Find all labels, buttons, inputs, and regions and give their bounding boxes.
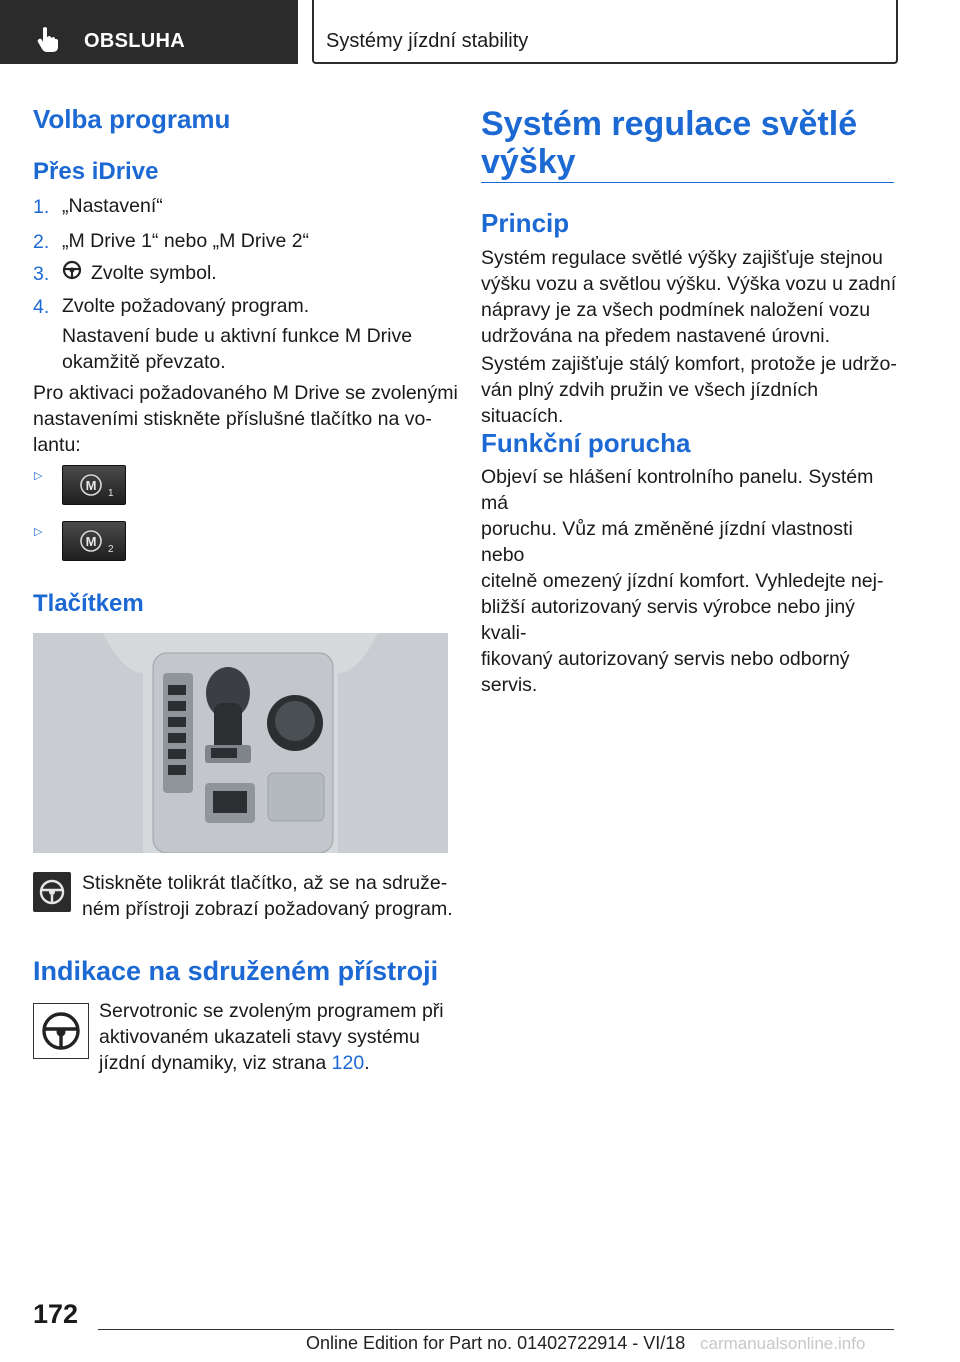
- page-link-120[interactable]: 120: [331, 1052, 365, 1074]
- bullet-triangle-icon: ▷: [34, 470, 43, 482]
- paragraph-line: lantu:: [33, 434, 81, 456]
- porucha-line: fikovaný autorizovaný servis nebo odborný servis.: [481, 648, 850, 696]
- edition-text: Online Edition for Part no. 01402722914 - VI/18: [306, 1333, 686, 1353]
- step-text: „Nastavení“: [62, 195, 163, 217]
- chapter-header: [312, 0, 898, 64]
- title-underline: [481, 182, 894, 183]
- steering-wheel-indicator-icon: [33, 1003, 89, 1059]
- m1-button: [62, 465, 126, 505]
- princip2-paragraph: [481, 351, 901, 429]
- center-console-image: [33, 633, 448, 853]
- heading-indikace: Indikace na sdruženém přístroji: [33, 956, 439, 986]
- section-tab[interactable]: [0, 0, 298, 64]
- paragraph-line: nastaveními stiskněte příslušné tlačítko na vo-: [33, 408, 432, 430]
- servotronic-line: [99, 1050, 370, 1076]
- porucha-line: citelně omezený jízdní komfort. Vyhledejte nej-: [481, 570, 884, 592]
- princip2-line: Systém zajišťuje stálý komfort, protože je udržo-: [481, 353, 897, 375]
- step-number: 1.: [33, 196, 50, 218]
- step-number: 3.: [33, 263, 50, 285]
- princip-line: Systém regulace světlé výšky zajišťuje stejnou: [481, 247, 883, 269]
- steering-wheel-icon: [62, 260, 82, 280]
- subheading-tlacitkem: Tlačítkem: [33, 590, 144, 617]
- svg-text:M: M: [85, 534, 97, 549]
- section-tab-label: OBSLUHA: [84, 30, 185, 52]
- m2-button-label: 2: [108, 544, 114, 555]
- heading-volba-programu: Volba programu: [33, 104, 231, 134]
- subheading-idrive: Přes iDrive: [33, 158, 159, 185]
- step-number: 4.: [33, 296, 50, 318]
- servotronic-line: Servotronic se zvoleným programem při: [99, 1000, 444, 1022]
- princip2-line: ván plný zdvih pružin ve všech jízdních situacích.: [481, 379, 819, 427]
- m2-button: [62, 521, 126, 561]
- step-text: Zvolte symbol.: [91, 262, 217, 284]
- servotronic-line-end: .: [364, 1052, 370, 1074]
- footer-rule: [98, 1329, 894, 1330]
- bullet-triangle-icon: ▷: [34, 526, 43, 538]
- steering-wheel-button-icon: [33, 872, 71, 912]
- m1-button-label: 1: [108, 488, 114, 499]
- step4-note-line: Nastavení bude u aktivní funkce M Drive: [62, 325, 413, 347]
- princip-line: výšku vozu a světlou výšku. Výška vozu u zadní: [481, 273, 897, 295]
- porucha-paragraph: [481, 464, 901, 698]
- servotronic-line: aktivovaném ukazateli stavy systému: [99, 1026, 420, 1048]
- step-number: 2.: [33, 231, 50, 253]
- heading-porucha: Funkční porucha: [481, 428, 691, 458]
- step4-note-line: okamžitě převzato.: [62, 351, 226, 373]
- princip-paragraph: [481, 245, 901, 349]
- heading-princip: Princip: [481, 208, 570, 238]
- porucha-line: bližší autorizovaný servis výrobce nebo jiný kvali-: [481, 596, 855, 644]
- hand-pointer-icon: [36, 26, 58, 52]
- step-text: „M Drive 1“ nebo „M Drive 2“: [62, 230, 310, 252]
- porucha-line: Objeví se hlášení kontrolního panelu. Systém má: [481, 466, 874, 514]
- title-line: výšky: [481, 143, 576, 181]
- servotronic-line-text: jízdní dynamiky, viz strana: [99, 1052, 332, 1074]
- press-instruction-line: Stiskněte tolikrát tlačítko, až se na sdruže-: [82, 872, 448, 894]
- princip-line: nápravy je za všech podmínek naložení vozu: [481, 299, 871, 321]
- watermark-text: carmanualsonline.info: [700, 1334, 866, 1353]
- svg-text:M: M: [85, 478, 97, 493]
- princip-line: udržována na předem nastavené úrovni.: [481, 325, 831, 347]
- chapter-title: Systémy jízdní stability: [326, 30, 529, 52]
- paragraph-line: Pro aktivaci požadovaného M Drive se zvolenými: [33, 382, 458, 404]
- title-line: Systém regulace světlé: [481, 105, 858, 143]
- porucha-line: poruchu. Vůz má změněné jízdní vlastnosti nebo: [481, 518, 853, 566]
- step-text: Zvolte požadovaný program.: [62, 295, 310, 317]
- page-number: 172: [33, 1299, 79, 1329]
- press-instruction-line: ném přístroji zobrazí požadovaný program.: [82, 898, 453, 920]
